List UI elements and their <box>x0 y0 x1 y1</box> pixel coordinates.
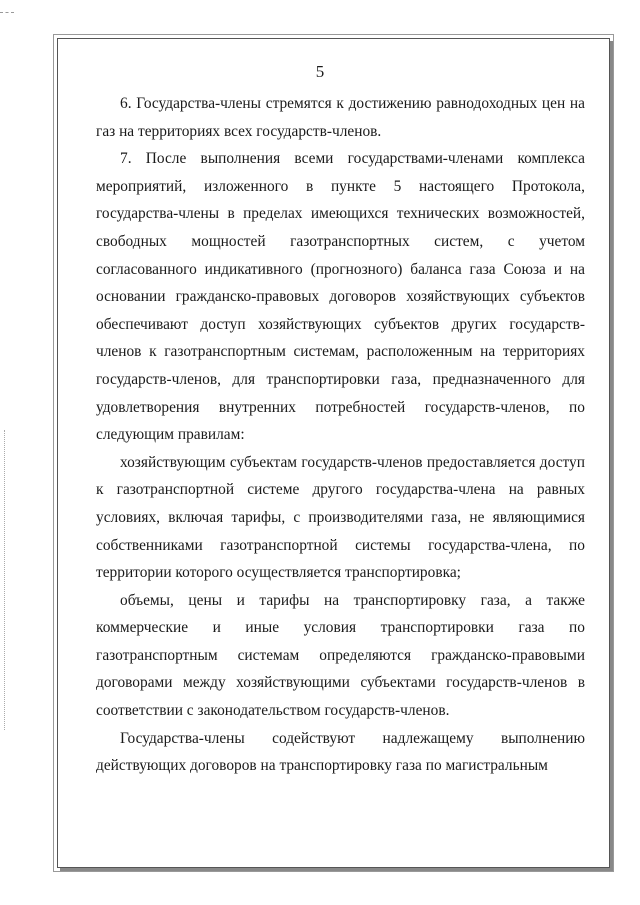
document-body <box>96 90 585 780</box>
page-number: 5 <box>315 62 325 81</box>
scan-edge-mark <box>4 430 5 730</box>
paragraph-contracts: Государства-члены содействуют надлежащему выполнению действующих договоров на транспортировку газа по магистральным <box>96 729 585 775</box>
paragraph-7: 7. После выполнения всеми государствами-членами комплекса мероприятий, изложенного в пункте 5 настоящего Протокола, государства-члены в пределах имеющихся технических возможностей, свободных мощностей газотранспортных систем, с учетом согласованного индикативного (прогнозного) баланса газа Союза и на основании гражданско-правовых договоров хозяйствующих субъектов обеспечивают доступ хозяйствующих субъектов других государств-членов к газотранспортным системам, расположенным на территориях государств-членов, для транспортировки газа, предназначенного для удовлетворения внутренних потребностей государств-членов, по следующим правилам: <box>96 150 585 444</box>
paragraph-volumes-rule: объемы, цены и тарифы на транспортировку газа, а также коммерческие и иные условия транспортировки газа по газотранспортным системам определяются гражданско-правовыми договорами между хозяйствующими субъектами государств-членов в соответствии с законодательством государств-членов. <box>96 591 585 720</box>
scan-edge-mark <box>0 12 14 13</box>
paragraph-6: 6. Государства-члены стремятся к достижению равнодоходных цен на газ на территориях всех государств-членов. <box>96 95 585 140</box>
paragraph-access-rule: хозяйствующим субъектам государств-членов предоставляется доступ к газотранспортной системе другого государства-члена на равных условиях, включая тарифы, с производителями газа, не являющимися собственниками газотранспортной системы государства-члена, по территории которого осуществляется транспортировка; <box>96 453 585 582</box>
